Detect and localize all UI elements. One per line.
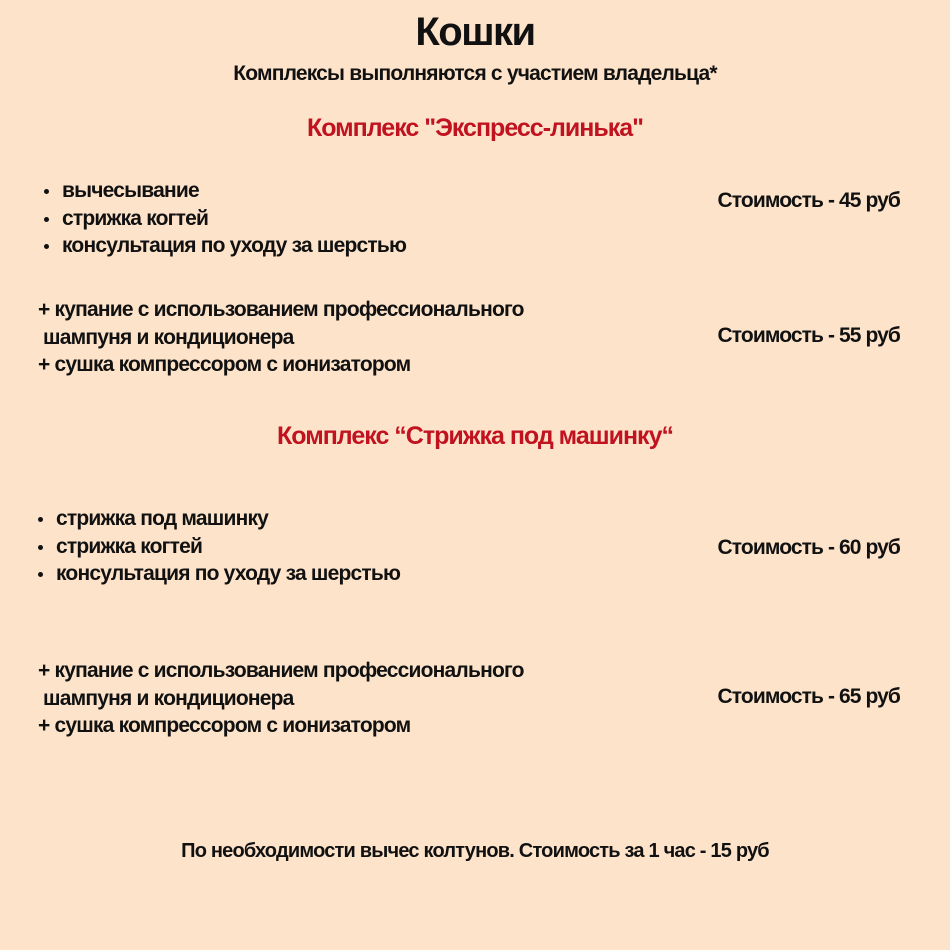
list-item: консультация по уходу за шерстью [42, 232, 406, 260]
extras-line: + купание с использованием профессионального [38, 298, 524, 321]
complex-express-extras-price: Стоимость - 55 руб [717, 324, 900, 347]
footer-note: По необходимости вычес колтунов. Стоимость за 1 час - 15 руб [181, 840, 769, 862]
complex-express-price: Стоимость - 45 руб [717, 189, 900, 212]
complex-clipper-items [36, 505, 400, 588]
extras-line: + купание с использованием профессионального [38, 659, 524, 682]
list-item: вычесывание [42, 177, 406, 205]
complex-express-items [42, 177, 406, 260]
complex-express-extras [38, 296, 524, 379]
complex-clipper-extras-price: Стоимость - 65 руб [717, 685, 900, 708]
list-item: консультация по уходу за шерстью [36, 560, 400, 588]
extras-line: шампуня и кондиционера [38, 325, 294, 349]
page-title: Кошки [415, 10, 535, 54]
page-subtitle: Комплексы выполняются с участием владельца* [233, 62, 717, 85]
complex-clipper-extras [38, 657, 524, 740]
list-item: стрижка под машинку [36, 505, 400, 533]
complex-title-clipper: Комплекс “Стрижка под машинку“ [277, 422, 673, 450]
extras-line: шампуня и кондиционера [38, 686, 294, 710]
complex-clipper-price: Стоимость - 60 руб [717, 536, 900, 559]
list-item: стрижка когтей [36, 533, 400, 561]
complex-title-express: Комплекс "Экспресс-линька" [306, 114, 644, 142]
list-item: стрижка когтей [42, 205, 406, 233]
extras-line: + сушка компрессором с ионизатором [38, 353, 411, 376]
extras-line: + сушка компрессором с ионизатором [38, 714, 411, 737]
